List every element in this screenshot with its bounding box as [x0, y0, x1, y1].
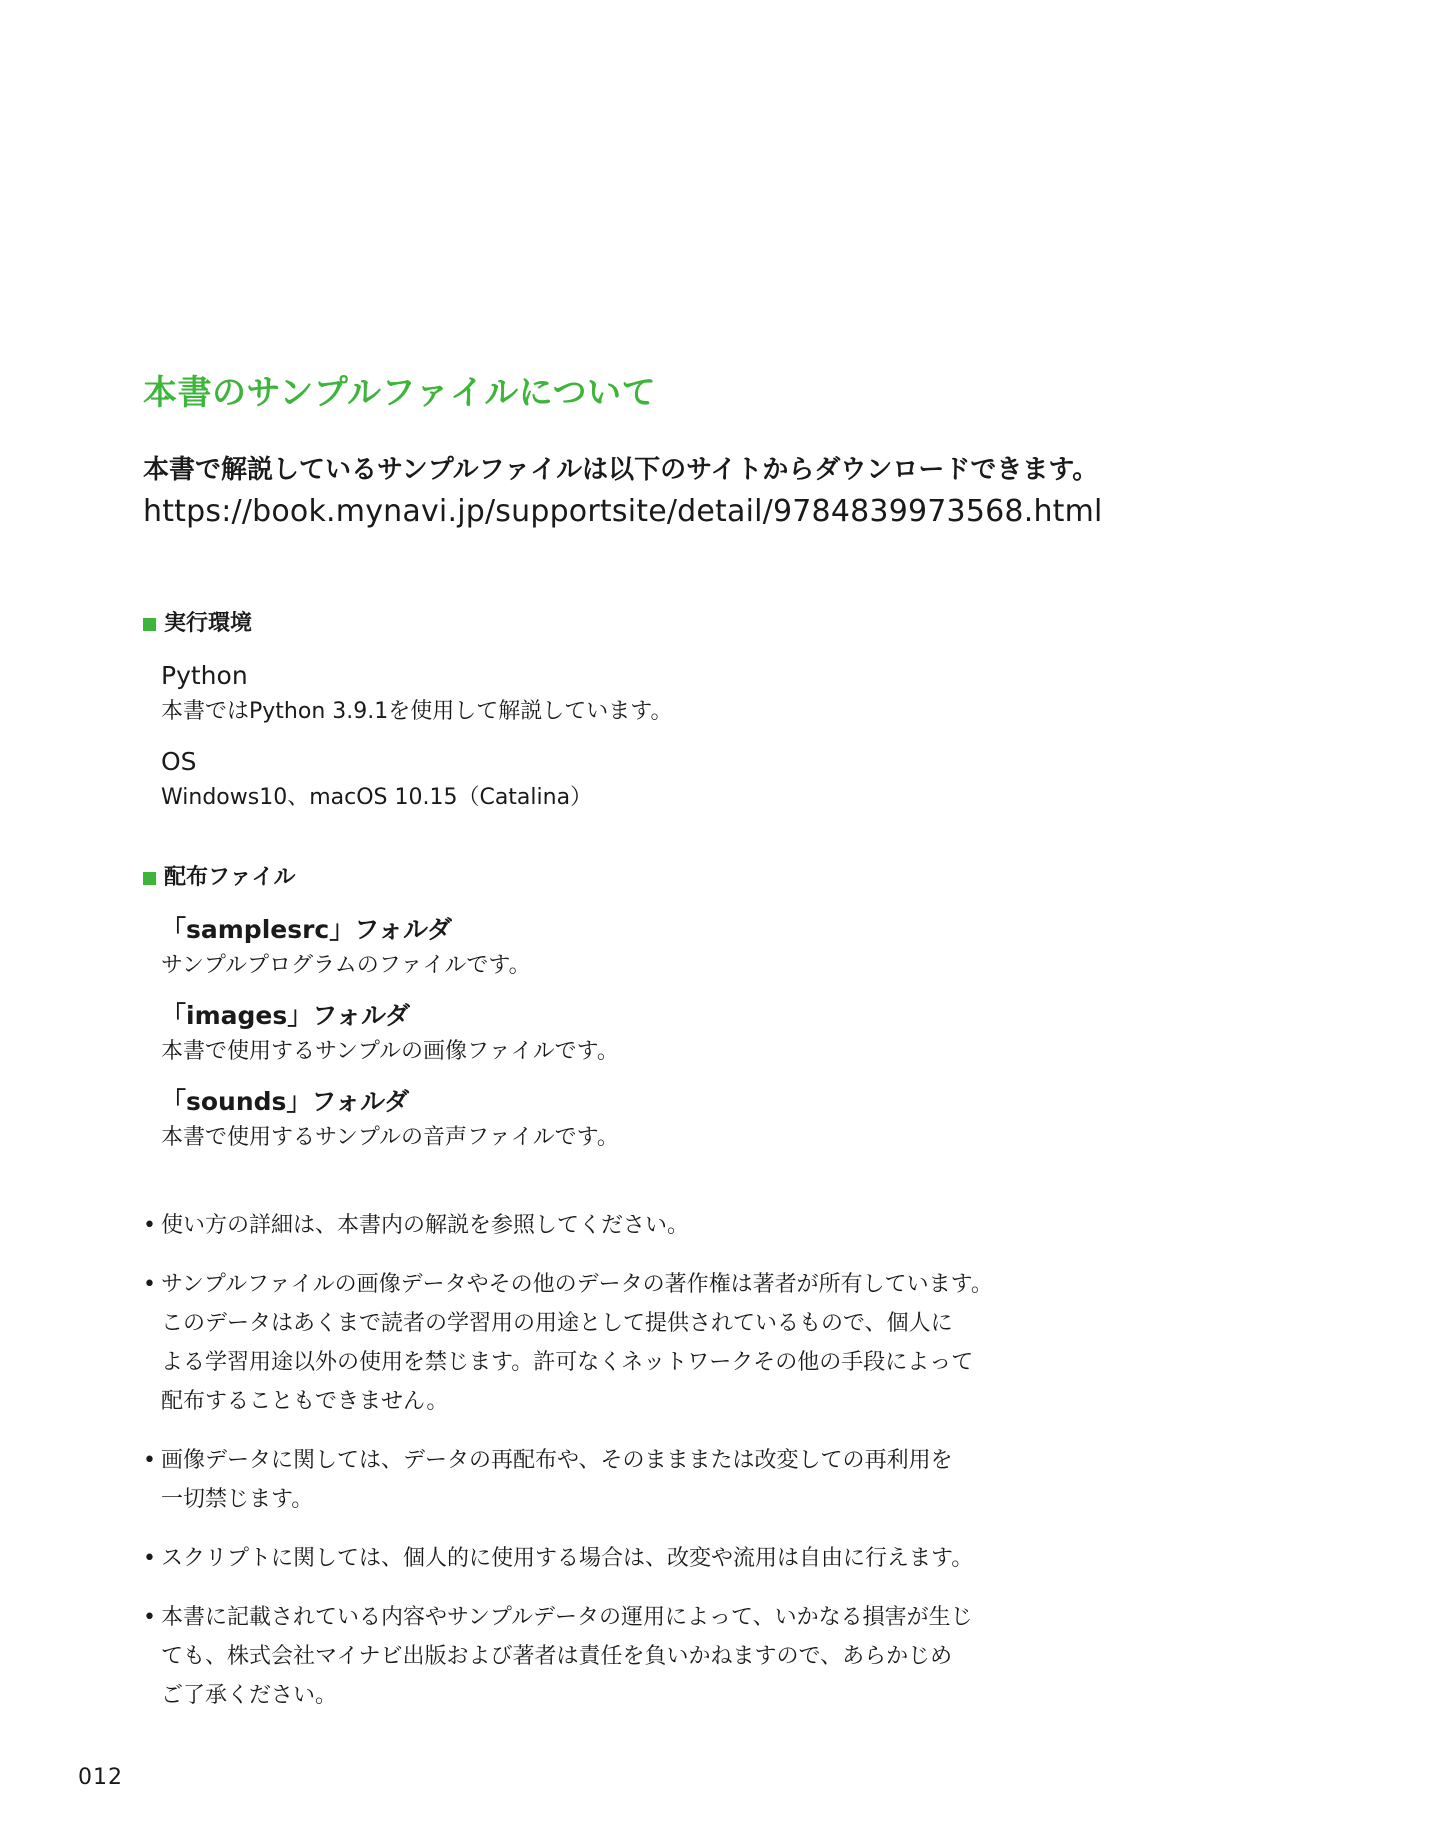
note-line: 本書に記載されている内容やサンプルデータの運用によって、いかなる損害が生じ — [161, 1605, 973, 1630]
note-line: 一切禁じます。 — [161, 1487, 314, 1512]
files-entry-samplesrc — [161, 912, 1143, 984]
environment-entry-os — [161, 744, 1143, 816]
note-line: スクリプトに関しては、個人的に使用する場合は、改変や流用は自由に行えます。 — [161, 1546, 974, 1571]
entry-title: Python — [161, 661, 248, 690]
note-line: ても、株式会社マイナビ出版および著者は責任を負いかねますので、あらかじめ — [161, 1644, 953, 1669]
files-section — [143, 862, 1143, 1156]
environment-heading-label: 実行環境 — [164, 611, 253, 636]
bullet-icon: • — [143, 1213, 156, 1238]
entry-description: Windows10、macOS 10.15（Catalina） — [161, 785, 593, 810]
note-item — [143, 1441, 981, 1519]
note-line: サンプルファイルの画像データやその他のデータの著作権は著者が所有しています。 — [161, 1272, 993, 1297]
note-item — [143, 1539, 981, 1578]
environment-section — [143, 608, 1143, 816]
content-area — [143, 372, 1143, 1735]
folder-description: 本書で使用するサンプルの音声ファイルです。 — [161, 1125, 619, 1150]
files-entry-sounds — [161, 1084, 1143, 1156]
files-heading — [143, 862, 1143, 894]
note-item — [143, 1206, 981, 1245]
note-line: 使い方の詳細は、本書内の解説を参照してください。 — [161, 1213, 690, 1238]
intro-text: 本書で解説しているサンプルファイルは以下のサイトからダウンロードできます。 — [143, 455, 1099, 485]
download-url-link[interactable]: https://book.mynavi.jp/supportsite/detail/9784839973568.html — [143, 494, 1103, 529]
bullet-icon: • — [143, 1605, 156, 1630]
files-entry-images — [161, 998, 1143, 1070]
note-line: 配布することもできません。 — [161, 1389, 449, 1414]
folder-title: 「sounds」フォルダ — [161, 1087, 410, 1116]
note-item — [143, 1265, 993, 1421]
environment-entry-python — [161, 658, 1143, 730]
note-line: ご了承ください。 — [161, 1683, 338, 1708]
note-item — [143, 1598, 981, 1715]
note-line: 画像データに関しては、データの再配布や、そのまままたは改変しての再利用を — [161, 1448, 953, 1473]
entry-description: 本書ではPython 3.9.1を使用して解説しています。 — [161, 699, 673, 724]
note-line: よる学習用途以外の使用を禁じます。許可なくネットワークその他の手段によって — [161, 1350, 974, 1375]
bullet-icon: • — [143, 1448, 156, 1473]
files-heading-label: 配布ファイル — [164, 865, 296, 890]
page-title: 本書のサンプルファイルについて — [143, 373, 657, 413]
green-square-icon — [143, 872, 156, 885]
note-line: このデータはあくまで読者の学習用の用途として提供されているもので、個人に — [161, 1311, 953, 1336]
notes-list — [143, 1206, 1143, 1715]
green-square-icon — [143, 618, 156, 631]
page-number: 012 — [78, 1765, 123, 1790]
entry-title: OS — [161, 747, 197, 776]
bullet-icon: • — [143, 1272, 156, 1297]
folder-description: 本書で使用するサンプルの画像ファイルです。 — [161, 1039, 619, 1064]
folder-title: 「images」フォルダ — [161, 1001, 410, 1030]
environment-heading — [143, 608, 1143, 640]
folder-title: 「samplesrc」フォルダ — [161, 915, 453, 944]
bullet-icon: • — [143, 1546, 156, 1571]
folder-description: サンプルプログラムのファイルです。 — [161, 953, 531, 978]
